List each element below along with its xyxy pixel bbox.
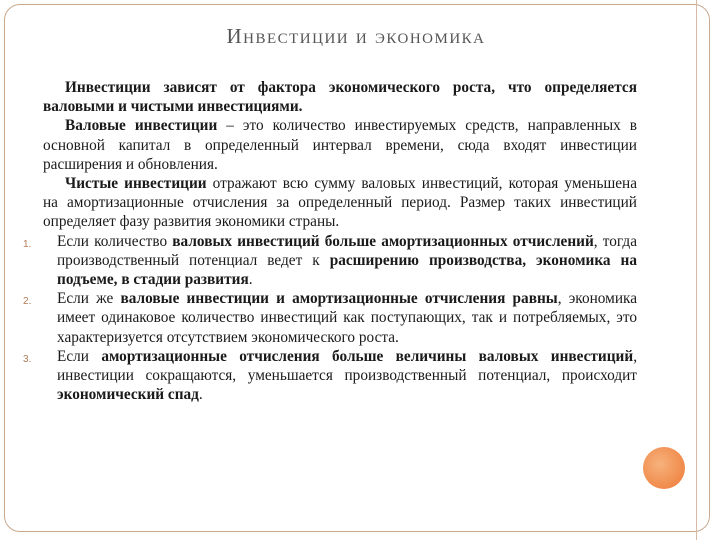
list-item [23, 232, 638, 290]
net-investment-paragraph [43, 174, 637, 232]
list-number: 3. [23, 353, 32, 365]
item-text: Если же [57, 290, 121, 308]
item-text: . [198, 386, 203, 404]
item-bold-text: амортизационные отчисления больше величины валовых инвестиций [101, 347, 634, 365]
intro-paragraph [43, 78, 637, 116]
item-text: Если [57, 347, 102, 365]
item-text: Если количество [57, 232, 173, 250]
intro-text: Инвестиции зависят от фактора экономического роста, что определяется валовыми и чистыми инвестициями. [43, 79, 637, 116]
item-text: . [248, 271, 253, 289]
item-text: , тогда производственный потенциал ведет к [57, 232, 637, 269]
item-bold-text: расширению производства, экономика на подъеме, в стадии развития [57, 251, 638, 289]
orange-orb-decoration [643, 447, 685, 489]
list-number: 1. [23, 238, 32, 250]
net-investment-term: Чистые инвестиции [65, 175, 207, 193]
item-text: , инвестиции сокращаются, уменьшается производственный потенциал, происходит [57, 347, 638, 385]
slide-body [23, 78, 638, 404]
list-number: 2. [23, 296, 32, 308]
slide-title: Инвестиции и экономика [226, 24, 486, 48]
gross-investment-term: Валовые инвестиции [65, 117, 218, 135]
list-item [23, 289, 638, 347]
item-text: , экономика имеет одинаковое количество инвестиций как поступающих, так и потребляемых, это характеризуется отсутствием экономического роста. [57, 290, 638, 346]
slide-edge-line [696, 0, 697, 540]
net-investment-text: отражают всю сумму валовых инвестиций, которая уменьшена на амортизационные отчисления за определенный период. Размер таких инвестиций определяет фазу развития экономики страны. [43, 175, 637, 231]
item-bold-text: экономический спад [57, 386, 199, 404]
item-bold-text: валовые инвестиции и амортизационные отчисления равны [120, 290, 558, 308]
gross-investment-paragraph [43, 116, 637, 174]
list-item [23, 347, 638, 405]
item-bold-text: валовых инвестиций больше амортизационных отчислений [172, 232, 594, 250]
gross-investment-text: – это количество инвестируемых средств, направленных в основной капитал в определенный интервал времени, сюда входят инвестиции расширения и обновления. [43, 117, 637, 173]
